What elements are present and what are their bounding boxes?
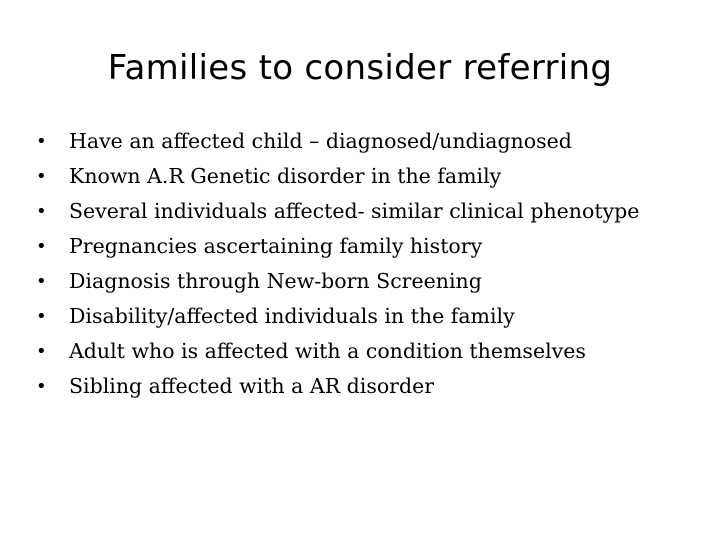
bullet-text: Sibling affected with a AR disorder xyxy=(69,374,435,398)
bullet-text: Known A.R Genetic disorder in the family xyxy=(69,164,502,188)
bullet-list xyxy=(36,130,676,398)
list-item xyxy=(36,375,676,398)
slide-title: Families to consider referring xyxy=(107,48,613,88)
list-item xyxy=(36,270,676,293)
bullet-icon: • xyxy=(36,166,47,187)
bullet-text: Disability/affected individuals in the family xyxy=(69,304,515,328)
bullet-icon: • xyxy=(36,341,47,362)
bullet-icon: • xyxy=(36,376,47,397)
list-item xyxy=(36,305,676,328)
list-item xyxy=(36,340,676,363)
bullet-text: Diagnosis through New-born Screening xyxy=(69,269,482,293)
bullet-icon: • xyxy=(36,236,47,257)
bullet-icon: • xyxy=(36,201,47,222)
bullet-text: Adult who is affected with a condition themselves xyxy=(69,339,586,363)
bullet-icon: • xyxy=(36,271,47,292)
list-item xyxy=(36,130,676,153)
list-item xyxy=(36,200,676,223)
list-item xyxy=(36,165,676,188)
bullet-icon: • xyxy=(36,131,47,152)
bullet-icon: • xyxy=(36,306,47,327)
bullet-text: Pregnancies ascertaining family history xyxy=(69,234,483,258)
bullet-text: Have an affected child – diagnosed/undiagnosed xyxy=(69,129,572,153)
list-item xyxy=(36,235,676,258)
bullet-text: Several individuals affected- similar clinical phenotype xyxy=(69,199,640,223)
